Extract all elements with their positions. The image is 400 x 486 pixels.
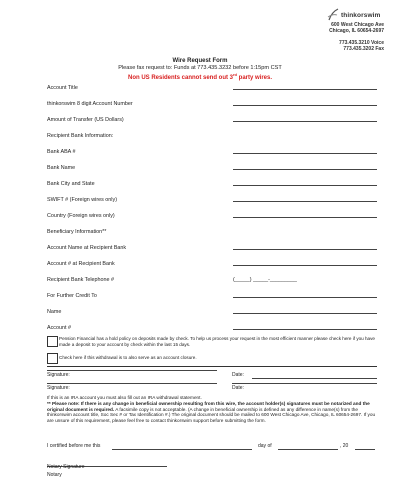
fill-in-line[interactable] — [233, 249, 377, 250]
field-label: Account Name at Recipient Bank — [47, 245, 127, 251]
check-account-closure-row — [47, 353, 387, 363]
fill-in-line[interactable] — [233, 89, 377, 90]
signature-label-1-text: Signature: — [47, 372, 70, 378]
fill-in-line[interactable] — [233, 105, 377, 106]
field-bank-aba — [47, 146, 377, 155]
field-label: For Further Credit To — [47, 293, 97, 299]
field-label: Name — [47, 309, 62, 315]
field-account-title — [47, 82, 377, 91]
field-bank-city-state — [47, 178, 377, 187]
company-address-line-1: 600 West Chicago Ave — [331, 22, 384, 28]
signature-line-2[interactable] — [47, 383, 217, 384]
beneficial-ownership-note: ** Please note: If there is any change in beneficial ownership resulting from this wire, the account holder(s) signatures must be notarized and the original document is required. — [47, 400, 370, 412]
signature-label-2: Signature: — [47, 385, 70, 391]
fill-in-line[interactable] — [233, 297, 377, 298]
field-label: SWIFT # (Foreign wires only) — [47, 197, 117, 203]
notary-name-label: Notary — [47, 472, 62, 478]
company-voice-phone: 773.435.3210 Voice — [339, 40, 384, 46]
section-label: Beneficiary Information** — [47, 229, 107, 235]
field-label: Bank City and State — [47, 181, 95, 187]
date-line-1[interactable] — [252, 378, 377, 379]
fill-in-line[interactable] — [233, 313, 377, 314]
fill-in-line[interactable] — [233, 329, 377, 330]
section-divider — [47, 366, 377, 367]
section-recipient-bank — [47, 130, 377, 139]
field-label: Bank ABA # — [47, 149, 76, 155]
third-party-warning: Non US Residents cannot send out 3rd party wires. — [127, 72, 273, 81]
field-label: Recipient Bank Telephone # — [47, 277, 115, 283]
fill-in-line[interactable] — [233, 265, 377, 266]
notary-year-line[interactable] — [355, 449, 375, 450]
notary-attest-text: I certified before me this — [47, 443, 101, 449]
account-closure-text: Check here if this withdrawal is to also serve as an account closure. — [59, 355, 197, 360]
deposit-hold-text: Pension Financial has a hold policy on deposits made by check. To help us process your request in the most efficient manner please check here if you have made a deposit to your account by check within the last 15 days. — [59, 336, 375, 347]
form-title: Wire Request Form — [172, 58, 228, 64]
fill-in-line[interactable] — [233, 201, 377, 202]
field-recipient-account-name — [47, 242, 377, 251]
company-logo — [327, 8, 380, 22]
field-fc-name — [47, 306, 377, 315]
ira-note: If this is an IRA account you must also fill out an IRA withdrawal statement. — [47, 395, 202, 400]
field-label: Amount of Transfer (US Dollars) — [47, 117, 124, 123]
field-label: Account Title — [47, 85, 78, 91]
field-label: Country (Foreign wires only) — [47, 213, 115, 219]
swirl-logo-icon — [327, 8, 339, 22]
field-label: Bank Name — [47, 165, 76, 171]
field-further-credit — [47, 290, 377, 299]
date-label-1: Date: — [232, 372, 244, 378]
field-bank-name — [47, 162, 377, 171]
field-label: Account # at Recipient Bank — [47, 261, 115, 267]
field-transfer-amount — [47, 114, 377, 123]
field-label: Account # — [47, 325, 71, 331]
facsimile-note: A facsimile copy is not acceptable. (A change in beneficial ownership is defined as any difference in name(s) from the thinkorswim account title, Soc Sec # or Tax Identification #.) The original document should be mailed to 600 West Chicago Ave, Chicago, IL 60654-2697. If you are unsure of this requirement, please feel free to contact thinkorswim support before submitting the form. — [47, 406, 376, 424]
field-fc-account-number — [47, 322, 377, 331]
date-label-2: Date: — [232, 385, 244, 391]
notary-signature-label: Notary Signature — [47, 464, 85, 470]
notary-day-of: day of — [258, 443, 272, 449]
notary-month-line[interactable] — [278, 449, 338, 450]
fill-in-line[interactable] — [233, 169, 377, 170]
section-beneficiary — [47, 226, 377, 235]
notary-date-line[interactable] — [112, 449, 252, 450]
date-line-2[interactable] — [232, 383, 377, 384]
signature-line-1[interactable] — [47, 370, 217, 371]
logo-text: thinkorswim — [341, 11, 381, 19]
field-swift — [47, 194, 377, 203]
company-fax-phone: 773.435.3202 Fax — [343, 46, 384, 52]
notary-year: , 20 — [340, 443, 349, 449]
check-deposit-hold-row — [47, 336, 387, 350]
field-account-number — [47, 98, 377, 107]
section-label: Recipient Bank Information: — [47, 133, 114, 139]
field-label: thinkorswim 8 digit Account Number — [47, 101, 133, 107]
fill-in-line[interactable] — [233, 185, 377, 186]
field-recipient-account-number — [47, 258, 377, 267]
fax-instructions: Please fax request to: Funds at 773.435.3232 before 1:15pm CST — [118, 65, 282, 71]
fill-in-line[interactable] — [233, 153, 377, 154]
field-recipient-bank-phone — [47, 274, 377, 283]
notes-block — [47, 395, 383, 424]
phone-format[interactable]: (_____) _____-_________ — [233, 277, 297, 283]
field-country — [47, 210, 377, 219]
fill-in-line[interactable] — [233, 217, 377, 218]
account-closure-checkbox[interactable] — [47, 353, 58, 364]
company-address-line-2: Chicago, IL 60654-2697 — [329, 28, 384, 34]
fill-in-line[interactable] — [233, 121, 377, 122]
deposit-hold-checkbox[interactable] — [47, 336, 58, 347]
